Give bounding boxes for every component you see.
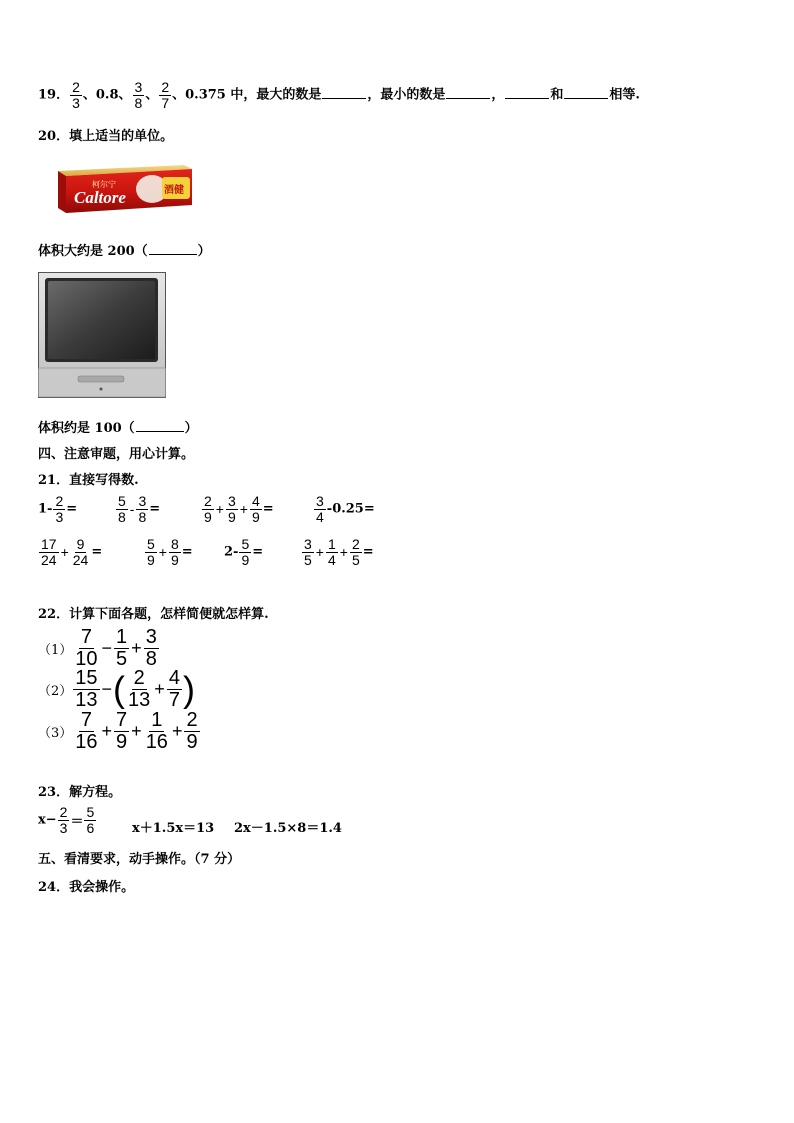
answer-blank[interactable]: [136, 421, 184, 432]
fraction: $\frac{7}{9}$: [116, 709, 128, 753]
q23-equation-1: x− $\frac{2}{3}$ ＝ $\frac{5}{6}$: [38, 804, 95, 836]
question-22-title: 22．计算下面各题，怎样简便就怎样算.: [38, 607, 269, 622]
fraction: $\frac{2}{7}$: [161, 79, 170, 111]
fraction: $\frac{2}{3}$: [72, 79, 80, 111]
fraction: $\frac{8}{9}$: [170, 536, 179, 568]
q21-r2c1: $\frac{17}{24}$ + $\frac{9}{24}$ =: [41, 536, 103, 568]
q21-r2c3: 2- $\frac{5}{9}$ =: [224, 536, 264, 568]
fraction: $\frac{3}{8}$: [134, 79, 143, 111]
fraction: $\frac{3}{5}$: [304, 536, 312, 568]
answer-blank[interactable]: [322, 88, 366, 99]
question-23-title: 23．解方程。: [38, 785, 122, 800]
fraction: $\frac{1}{16}$: [145, 709, 168, 753]
fraction: $\frac{7}{10}$: [75, 626, 98, 670]
fraction: $\frac{2}{9}$: [186, 709, 198, 753]
q21-r1c3: $\frac{2}{9}$ + $\frac{3}{9}$ + $\frac{4}{9}$ =: [204, 493, 274, 525]
question-21-title: 21．直接写得数.: [38, 473, 139, 488]
fraction: $\frac{2}{3}$: [55, 493, 64, 525]
fraction: $\frac{2}{3}$: [59, 804, 68, 836]
q21-r2c2: $\frac{5}{9}$ + $\frac{8}{9}$ =: [147, 536, 193, 568]
fraction: $\frac{1}{5}$: [116, 626, 128, 670]
fraction: $\frac{5}{8}$: [118, 493, 126, 525]
fraction: $\frac{2}{5}$: [351, 536, 360, 568]
fraction: $\frac{3}{9}$: [227, 493, 236, 525]
fraction: $\frac{4}{9}$: [251, 493, 260, 525]
question-20b: 体积约是 100（ ）: [38, 421, 198, 436]
fraction: $\frac{3}{8}$: [138, 493, 147, 525]
fraction: $\frac{17}{24}$: [41, 536, 57, 568]
toothpaste-tag: 酒健: [164, 185, 184, 196]
question-24-title: 24．我会操作。: [38, 880, 135, 895]
q22-part-2: （2） $\frac{15}{13}$ −( $\frac{2}{13}$ + $\frac{4}{7}$ ): [38, 667, 195, 711]
fraction: $\frac{1}{4}$: [327, 536, 336, 568]
q22-part-1: （1） $\frac{7}{10}$ − $\frac{1}{5}$ + $\frac{3}{8}$: [38, 626, 157, 670]
q22-part-3: （3） $\frac{7}{16}$ + $\frac{7}{9}$ + $\frac{1}{16}$ + $\frac{2}{9}$: [38, 709, 198, 753]
fraction: $\frac{3}{8}$: [145, 626, 157, 670]
toothpaste-brand: Caltore: [74, 188, 126, 207]
fraction: $\frac{3}{4}$: [316, 493, 324, 525]
fraction: $\frac{5}{6}$: [86, 804, 95, 836]
fraction: $\frac{2}{13}$: [128, 667, 151, 711]
tv-image: [38, 272, 166, 398]
answer-blank[interactable]: [446, 88, 490, 99]
question-20-title: 20．填上适当的单位。: [38, 129, 174, 144]
q23-equation-2: x＋1.5x＝13: [132, 821, 215, 836]
fraction: $\frac{15}{13}$: [75, 667, 98, 711]
fraction: $\frac{9}{24}$: [72, 536, 89, 568]
question-19: 19． $\frac{2}{3}$ 、0.8、 $\frac{3}{8}$ 、 $\frac{2}{7}$ 、0.375 中，最大的数是 ，最小的数是 ， 和 相等.: [38, 79, 640, 111]
toothpaste-box-image: [52, 163, 194, 215]
q21-r1c1: 1- $\frac{2}{3}$ =: [38, 493, 78, 525]
q21-r1c2: $\frac{5}{8}$ - $\frac{3}{8}$ =: [118, 493, 161, 525]
fraction: $\frac{5}{9}$: [147, 536, 155, 568]
toothpaste-cn-brand: 柯尔宁: [92, 180, 116, 189]
answer-blank[interactable]: [564, 88, 608, 99]
q21-r2c4: $\frac{3}{5}$ + $\frac{1}{4}$ + $\frac{2}{5}$ =: [304, 536, 374, 568]
question-20a: 体积大约是 200（ ）: [38, 244, 211, 259]
fraction: $\frac{7}{16}$: [75, 709, 98, 753]
fraction: $\frac{5}{9}$: [241, 536, 250, 568]
q21-r1c4: $\frac{3}{4}$ -0.25=: [316, 493, 375, 525]
section-5-title: 五、看清要求，动手操作。（7 分）: [38, 852, 241, 867]
section-4-title: 四、注意审题，用心计算。: [38, 447, 195, 462]
q23-equation-3: 2x－1.5×8＝1.4: [234, 821, 342, 836]
fraction: $\frac{2}{9}$: [204, 493, 212, 525]
answer-blank[interactable]: [149, 244, 197, 255]
fraction: $\frac{4}{7}$: [168, 667, 180, 711]
answer-blank[interactable]: [505, 88, 549, 99]
